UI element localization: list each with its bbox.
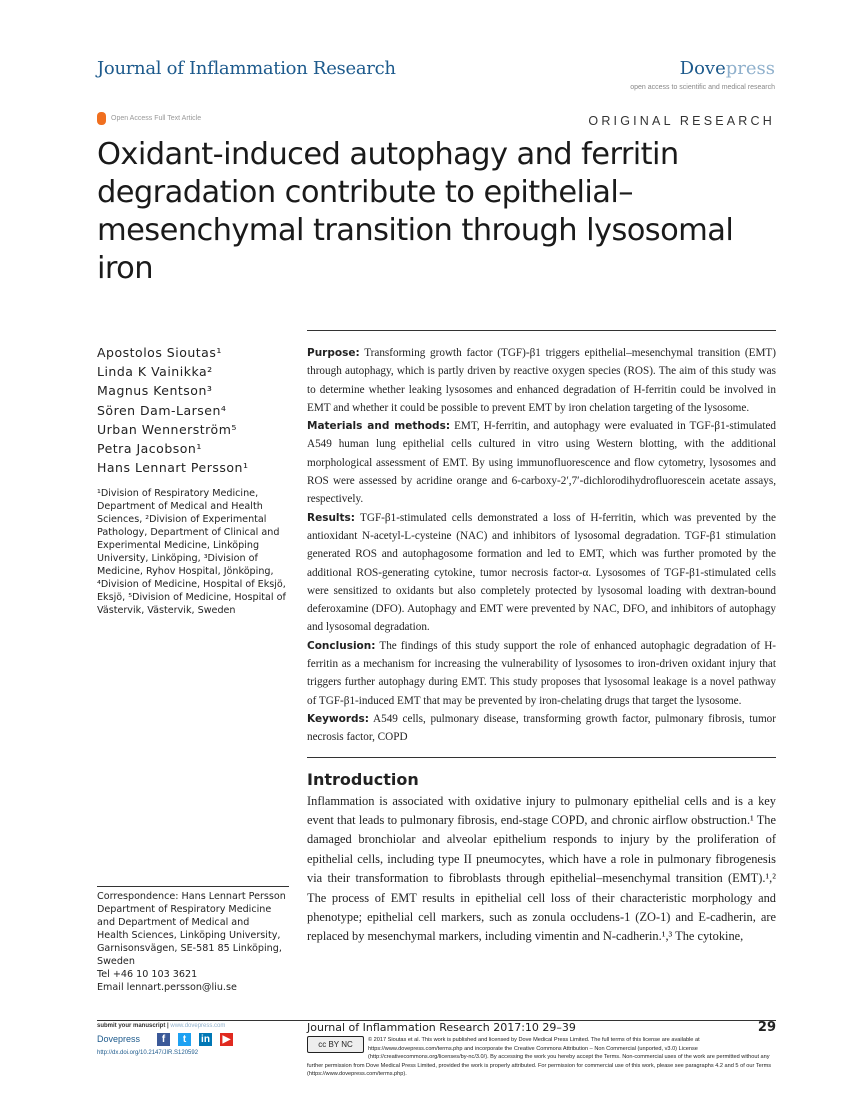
label: Conclusion: — [307, 639, 376, 652]
text: A549 cells, pulmonary disease, transforming growth factor, pulmonary fibrosis, tumor necrosis factor, COPD — [307, 712, 776, 744]
license-text: © 2017 Sioutas et al. This work is published and licensed by Dove Medical Press Limited. The full terms of this license are available at https://www.dovepress.com/terms.php and incorporate the Creative Commons Attribution – Non Commercial (unported, v3.0) License (http://creativecommons.org/licenses/by-nc/3.0/). By accessing the work you hereby accept the Terms. Non-commercial uses of the work are permitted without any further permission from Dove Medical Press Limited, provided the work is properly attributed. For permission for commercial use of this work, please see paragraphs 4.2 and 5 of our Terms (https://www.dovepress.com/terms.php). — [307, 1037, 772, 1078]
submit-link[interactable]: www.dovepress.com — [170, 1023, 226, 1029]
footer-dovepress: Dovepress — [97, 1034, 141, 1044]
youtube-icon[interactable]: ▶ — [220, 1033, 233, 1046]
corr-line: Garnisonsvägen, SE-581 85 Linköping, — [97, 943, 282, 954]
article-title: Oxidant-induced autophagy and ferritin degradation contribute to epithelial–mesenchymal transition through lysosomal iron — [97, 137, 734, 286]
journal-name: Journal of Inflammation Research — [97, 58, 396, 79]
open-access-badge — [97, 112, 201, 125]
author: Petra Jacobson¹ — [97, 441, 202, 457]
author: Apostolos Sioutas¹ — [97, 345, 222, 360]
author: Urban Wennerström⁵ — [97, 421, 237, 437]
correspondence — [97, 886, 289, 994]
affiliations: ¹Division of Respiratory Medicine, Department of Medical and Health Sciences, ²Division of Experimental Pathology, Department of Clinical and Experimental Medicine, Linköping University, Linköping, ³Division of Medicine, Ryhov Hospital, Jönköping, ⁴Division of Medicine, Hospital of Eksjö, Eksjö, ⁵Division of Medicine, Hospital of Västervik, Västervik, Sweden — [97, 488, 286, 616]
abstract-conclusion — [307, 637, 776, 710]
cc-license-icon[interactable]: cc BY NC — [307, 1036, 364, 1053]
text: Transforming growth factor (TGF)-β1 triggers epithelial–mesenchymal transition (EMT) through autophagy, which is partly driven by reactive oxygen species (ROS). The aim of this study was to determine whether leaking lysosomes and enhanced degradation of H-ferritin could be involved in EMT and whether it could be possible to prevent EMT by iron chelation targeting of the lysosome. — [307, 347, 776, 414]
facebook-icon[interactable]: f — [157, 1033, 170, 1046]
label: Purpose: — [307, 347, 360, 359]
publisher-tagline: open access to scientific and medical research — [630, 84, 775, 91]
article-type: ORIGINAL RESEARCH — [588, 114, 775, 128]
label: Materials and methods: — [307, 420, 451, 433]
label: Results: — [307, 511, 355, 524]
author: Hans Lennart Persson¹ — [97, 460, 249, 476]
social-links — [157, 1033, 233, 1046]
author: Sören Dam-Larsen⁴ — [97, 402, 227, 418]
abstract-purpose — [307, 344, 776, 417]
publisher-logo — [680, 58, 775, 79]
text: EMT, H-ferritin, and autophagy were evaluated in TGF-β1-stimulated A549 human lung epithelial cells cultured in vitro using Western blotting, with the additional morphological assessment of EMT. By using immunofluorescence and flow cytometry, lysosomes and ROS were assessed by acridine orange and 6-carboxy-2′,7′-dichlorodihydrofluorescein acetate assays, respectively. — [307, 420, 777, 506]
footer-head — [307, 1021, 776, 1034]
corr-line: and Department of Medical and — [97, 917, 250, 928]
author: Linda K Vainikka² — [97, 364, 213, 380]
twitter-icon[interactable]: t — [178, 1033, 191, 1046]
corr-line: Sweden — [97, 956, 135, 967]
abstract-results — [307, 509, 776, 637]
introduction-text: Inflammation is associated with oxidative injury to pulmonary epithelial cells and is a key event that leads to pulmonary fibrosis, end-stage COPD, and chronic airflow obstruction.¹ The damaged bronchiolar and alveolar epithelium responds to injury by the proliferation of epithelial cells, including type II pneumocytes, which have a role in pulmonary fibrogenesis via their transformation to fibroblasts through epithelial–mesenchymal transition (EMT).¹,² The process of EMT results in epithelial cell loss of their characteristic morphology and phenotype; epithelial cell markers, such as zonula occludens-1 (ZO-1) and E-cadherin, are replaced by mesenchymal markers, including vimentin and N-cadherin.¹,³ The cytokine, — [307, 793, 776, 944]
open-access-icon — [97, 112, 106, 125]
introduction-heading: Introduction — [307, 769, 419, 789]
label: Keywords: — [307, 712, 369, 725]
text: TGF-β1-stimulated cells demonstrated a loss of H-ferritin, which was prevented by the antioxidant N-acetyl-L-cysteine (NAC) and inhibitors of lysosomal degradation. TGF-β1 stimulation generated ROS and autophagosome formation and led to EMT, which was further promoted by the additional ROS-generating cytokine, tumor necrosis factor-α. Lysosomes of TGF-β1-stimulated cells were sensitized to oxidants but also completely protected by lysosomal loading with dextran-bound deferoxamine (DFO). Autophagy and EMT were prevented by NAC, DFO, and inhibitors of autophagy and lysosomal degradation. — [307, 511, 776, 634]
author: Magnus Kentson³ — [97, 383, 213, 399]
corr-line: Health Sciences, Linköping University, — [97, 930, 281, 941]
doi-link[interactable]: http://dx.doi.org/10.2147/JIR.S120592 — [97, 1050, 199, 1056]
linkedin-icon[interactable]: in — [199, 1033, 212, 1046]
page-number: 29 — [757, 1020, 776, 1035]
submit-label: submit your manuscript | — [97, 1023, 169, 1029]
abstract-methods — [307, 417, 776, 508]
abstract — [307, 330, 776, 758]
text: The findings of this study support the role of enhanced autophagic degradation of H-ferritin as a mechanism for increasing the vulnerability of lysosomes to iron-driven oxidant injury that triggers further autophagy during EMT. This study proposes that lysosomal leakage is a novel pathway of TGF-β1-induced EMT that may be prevented by iron-chelating drugs that target the lysosome. — [307, 639, 776, 707]
footer-right — [307, 1021, 776, 1079]
publisher-dove: Dove — [679, 58, 726, 79]
journal-citation: Journal of Inflammation Research 2017:10 29–39 — [307, 1021, 576, 1034]
license-block — [307, 1036, 776, 1079]
corr-email[interactable]: Email lennart.persson@liu.se — [97, 982, 237, 993]
submit-manuscript — [97, 1023, 225, 1029]
corr-line: Department of Respiratory Medicine — [97, 904, 272, 915]
publisher-press: press — [725, 58, 775, 79]
right-column — [307, 330, 776, 947]
corr-line: Tel +46 10 103 3621 — [97, 969, 198, 980]
abstract-keywords — [307, 710, 776, 758]
corr-line: Correspondence: Hans Lennart Persson — [97, 891, 286, 902]
author-list — [97, 343, 248, 477]
open-access-label: Open Access Full Text Article — [111, 115, 202, 122]
